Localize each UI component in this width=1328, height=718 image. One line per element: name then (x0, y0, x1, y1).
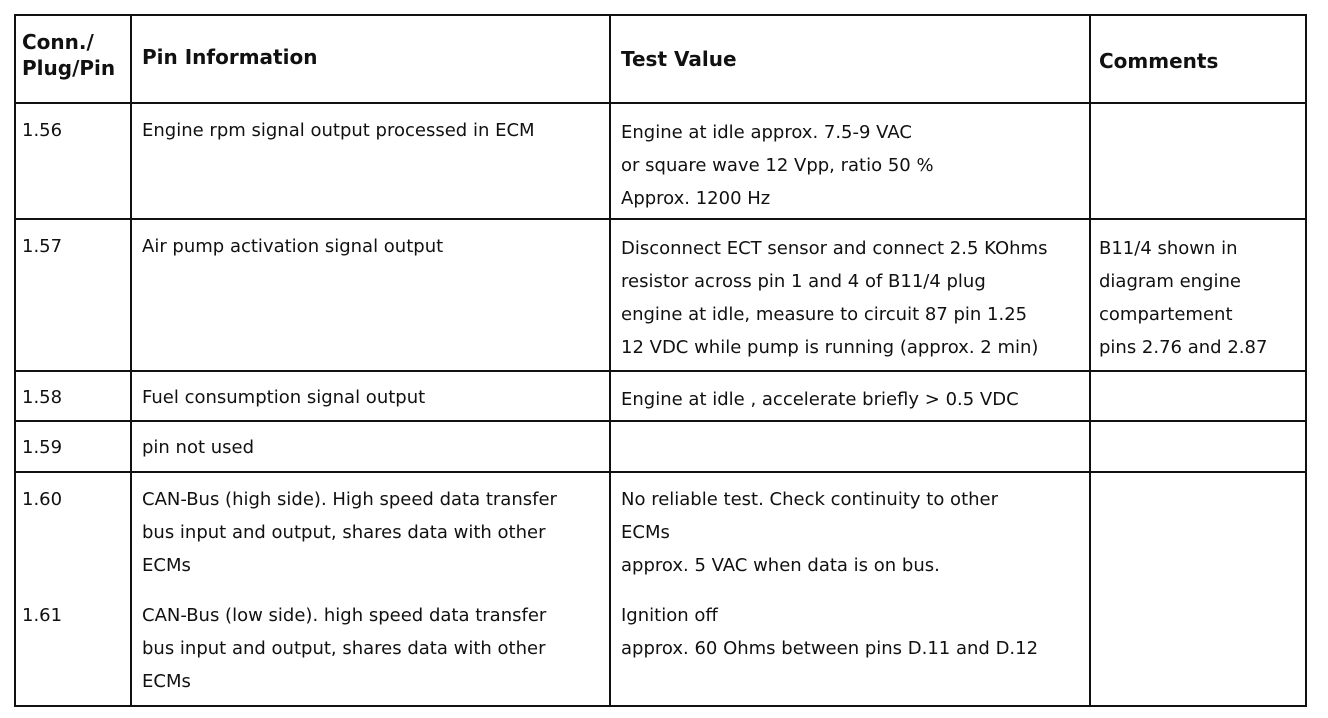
comments (1099, 232, 1267, 364)
pin-number: 1.60 (22, 489, 63, 510)
pin-information (142, 431, 254, 464)
test-value (621, 232, 1047, 364)
header-plug-pin-line: Plug/Pin (22, 56, 116, 80)
header-pin-information: Pin Information (142, 45, 318, 69)
pin-information (142, 114, 535, 147)
test-value-line: No reliable test. Check continuity to other (621, 489, 999, 510)
pin-number: 1.57 (22, 236, 63, 257)
comment-line: B11/4 shown in (1099, 238, 1238, 259)
test-value-line: ECMs (621, 522, 670, 543)
pin-information-line: CAN-Bus (low side). high speed data transfer (142, 605, 547, 626)
test-value-line: Disconnect ECT sensor and connect 2.5 KOhms (621, 238, 1048, 259)
pin-number: 1.58 (22, 387, 63, 408)
test-value (621, 383, 1019, 416)
column-divider (130, 16, 132, 705)
pin-information-line: Fuel consumption signal output (142, 387, 426, 408)
pin-number: 1.56 (22, 120, 63, 141)
test-value-line: Approx. 1200 Hz (621, 188, 771, 209)
pin-number: 1.61 (22, 605, 63, 626)
pin-information-line: CAN-Bus (high side). High speed data transfer (142, 489, 557, 510)
pin-information-line: ECMs (142, 555, 191, 576)
comment-line: compartement (1099, 304, 1233, 325)
test-value (621, 599, 1038, 665)
test-value-line: resistor across pin 1 and 4 of B11/4 plug (621, 271, 986, 292)
pin-information (142, 483, 557, 582)
pin-information (142, 599, 546, 698)
header-test-value: Test Value (621, 47, 737, 71)
pin-information-line: Engine rpm signal output processed in ECM (142, 120, 535, 141)
test-value-line: Ignition off (621, 605, 718, 626)
test-value-line: Engine at idle approx. 7.5-9 VAC (621, 122, 912, 143)
test-value-line: 12 VDC while pump is running (approx. 2 min) (621, 337, 1039, 358)
comment-line: diagram engine (1099, 271, 1241, 292)
test-value-line: approx. 60 Ohms between pins D.11 and D.12 (621, 638, 1039, 659)
row-divider (16, 370, 1305, 372)
column-divider (609, 16, 611, 705)
pin-information-line: bus input and output, shares data with other (142, 522, 546, 543)
pin-information-line: pin not used (142, 437, 255, 458)
pin-information-line: bus input and output, shares data with other (142, 638, 546, 659)
pin-information-line: Air pump activation signal output (142, 236, 444, 257)
test-value-line: approx. 5 VAC when data is on bus. (621, 555, 940, 576)
comment-line: pins 2.76 and 2.87 (1099, 337, 1268, 358)
header-conn-line: Conn./ (22, 30, 94, 54)
pin-information-line: ECMs (142, 671, 191, 692)
column-divider (1089, 16, 1091, 705)
test-value-line: engine at idle, measure to circuit 87 pin 1.25 (621, 304, 1028, 325)
pin-information (142, 230, 443, 263)
header-conn-plug-pin (22, 29, 115, 81)
pin-number: 1.59 (22, 437, 63, 458)
test-value-line: or square wave 12 Vpp, ratio 50 % (621, 155, 934, 176)
test-value-line: Engine at idle , accelerate briefly > 0.5 VDC (621, 389, 1019, 410)
test-value (621, 116, 934, 215)
row-divider (16, 102, 1305, 104)
header-comments: Comments (1099, 49, 1219, 73)
row-divider (16, 420, 1305, 422)
row-divider (16, 218, 1305, 220)
pin-information (142, 381, 425, 414)
pin-table (14, 14, 1307, 707)
row-divider (16, 471, 1305, 473)
test-value (621, 483, 998, 582)
